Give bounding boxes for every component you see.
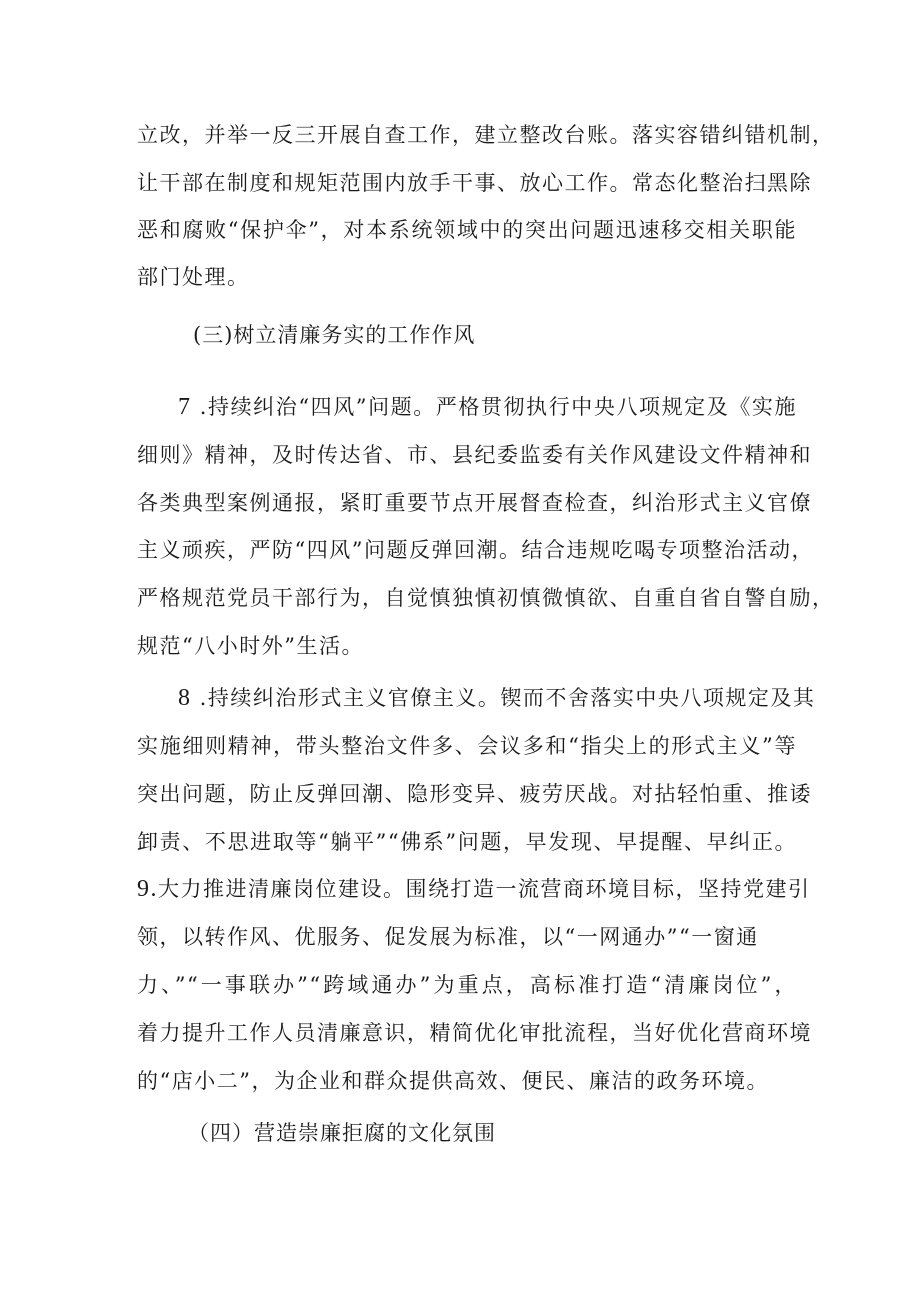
item-8-text: .持续纠治形式主义官僚主义。锲而不舍落实中央八项规定及其 xyxy=(191,686,816,710)
paragraph-line: 领，以转作风、优服务、促发展为标准，以“一网通办”“一窗通 xyxy=(137,925,759,949)
item-8-number: 8 xyxy=(178,685,192,711)
paragraph-line: 严格规范党员干部行为，自觉慎独慎初慎微慎欲、自重自省自警自励， xyxy=(137,586,835,610)
paragraph-line: 立改，并举一反三开展自查工作，建立整改台账。落实容错纠错机制， xyxy=(137,123,835,147)
paragraph-line: 恶和腐败“保护伞”，对本系统领域中的突出问题迅速移交相关职能 xyxy=(137,218,797,242)
paragraph-line: 卸责、不思进取等“躺平”“佛系”问题，早发现、早提醒、早纠正。 xyxy=(137,830,797,854)
paragraph-line: 实施细则精神，带头整治文件多、会议多和“指尖上的形式主义”等 xyxy=(137,734,797,758)
paragraph-line: 着力提升工作人员清廉意识，精简优化审批流程，当好优化营商环境 xyxy=(137,1021,812,1045)
item-9-number: 9. xyxy=(137,876,158,902)
item-7-number: 7 xyxy=(178,394,192,420)
section-heading-3: (三)树立清廉务实的工作作风 xyxy=(193,323,476,347)
paragraph-line: 主义顽疾，严防“四风”问题反弹回潮。结合违规吃喝专项整治活动， xyxy=(137,538,814,562)
paragraph-line: 突出问题，防止反弹回潮、隐形变异、疲劳厌战。对拈轻怕重、推诿 xyxy=(137,782,812,806)
paragraph-line: 各类典型案例通报，紧盯重要节点开展督查检查，纠治形式主义官僚 xyxy=(137,491,812,515)
item-7-text: .持续纠治“四风”问题。严格贯彻执行中央八项规定及《实施 xyxy=(191,395,797,419)
item-9-text: 大力推进清廉岗位建设。围绕打造一流营商环境目标，坚持党建引 xyxy=(158,877,811,901)
section-heading-4: （四）营造崇廉拒腐的文化氛围 xyxy=(188,1121,496,1145)
item-8-first-line xyxy=(178,683,816,713)
paragraph-line: 的“店小二”，为企业和群众提供高效、便民、廉洁的政务环境。 xyxy=(137,1069,769,1093)
paragraph-line: 细则》精神，及时传达省、市、县纪委监委有关作风建设文件精神和 xyxy=(137,443,812,467)
item-9-first-line xyxy=(137,874,811,904)
paragraph-line: 规范“八小时外”生活。 xyxy=(137,634,364,658)
item-7-first-line xyxy=(178,392,797,422)
paragraph-line: 部门处理。 xyxy=(137,265,250,289)
paragraph-line: 让干部在制度和规矩范围内放手干事、放心工作。常态化整治扫黑除 xyxy=(137,171,812,195)
paragraph-line: 力、”“一事联办”“跨域通办”为重点，高标准打造“清廉岗位”， xyxy=(137,973,797,997)
